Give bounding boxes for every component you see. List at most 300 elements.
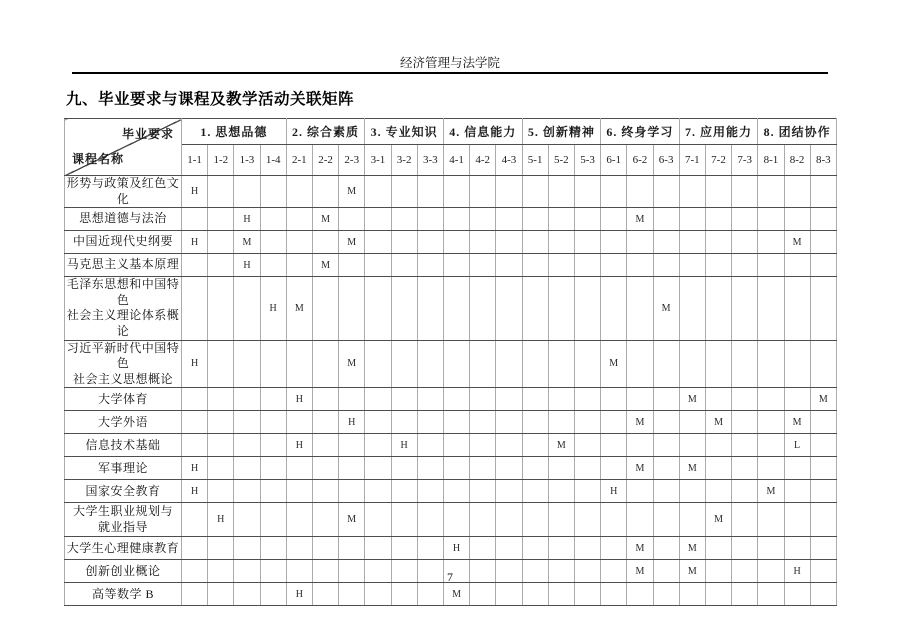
matrix-mark-cell: H [208, 503, 234, 537]
matrix-cell [286, 411, 312, 434]
matrix-cell [234, 388, 260, 411]
matrix-cell [470, 503, 496, 537]
matrix-cell [417, 503, 443, 537]
matrix-cell [182, 503, 208, 537]
matrix-cell [548, 388, 574, 411]
matrix-cell [548, 411, 574, 434]
table-row [65, 231, 837, 254]
table-row [65, 434, 837, 457]
matrix-cell [705, 434, 731, 457]
subcol-header: 2-3 [339, 145, 365, 176]
matrix-mark-cell: M [548, 434, 574, 457]
matrix-cell [758, 277, 784, 340]
subcol-header: 7-3 [732, 145, 758, 176]
matrix-cell [548, 176, 574, 208]
header-rule [72, 72, 828, 74]
matrix-cell [208, 537, 234, 560]
matrix-cell [391, 457, 417, 480]
matrix-cell [496, 340, 522, 388]
table-row [65, 388, 837, 411]
matrix-cell [443, 231, 469, 254]
course-name-cell: 大学体育 [65, 388, 182, 411]
matrix-cell [339, 388, 365, 411]
matrix-cell [679, 231, 705, 254]
matrix-cell [810, 434, 836, 457]
matrix-mark-cell: M [627, 457, 653, 480]
matrix-mark-cell: M [443, 583, 469, 606]
matrix-cell [365, 388, 391, 411]
matrix-cell [182, 434, 208, 457]
matrix-cell [810, 480, 836, 503]
subcol-header: 6-3 [653, 145, 679, 176]
matrix-mark-cell: H [182, 480, 208, 503]
matrix-cell [234, 277, 260, 340]
matrix-cell [758, 434, 784, 457]
matrix-cell [443, 277, 469, 340]
matrix-cell [705, 537, 731, 560]
matrix-cell [679, 176, 705, 208]
matrix-cell [758, 537, 784, 560]
matrix-cell [548, 503, 574, 537]
matrix-cell [365, 503, 391, 537]
table-row [65, 340, 837, 388]
subcol-header: 6-2 [627, 145, 653, 176]
matrix-cell [758, 583, 784, 606]
matrix-cell [417, 434, 443, 457]
matrix-cell [601, 208, 627, 231]
matrix-cell [784, 208, 810, 231]
matrix-cell [312, 388, 338, 411]
matrix-cell [627, 388, 653, 411]
matrix-mark-cell: H [443, 537, 469, 560]
matrix-cell [522, 388, 548, 411]
matrix-cell [312, 503, 338, 537]
matrix-cell [260, 537, 286, 560]
matrix-cell [705, 277, 731, 340]
matrix-cell [627, 277, 653, 340]
matrix-cell [470, 411, 496, 434]
subcol-header: 1-3 [234, 145, 260, 176]
matrix-cell [496, 231, 522, 254]
matrix-cell [417, 411, 443, 434]
matrix-cell [653, 231, 679, 254]
matrix-cell [443, 176, 469, 208]
subcol-header: 4-3 [496, 145, 522, 176]
matrix-cell [679, 503, 705, 537]
matrix-cell [496, 411, 522, 434]
matrix-cell [627, 583, 653, 606]
matrix-cell [653, 480, 679, 503]
matrix-cell [732, 231, 758, 254]
matrix-cell [522, 340, 548, 388]
matrix-cell [470, 457, 496, 480]
subcol-header: 3-2 [391, 145, 417, 176]
matrix-cell [260, 254, 286, 277]
matrix-mark-cell: M [705, 503, 731, 537]
matrix-mark-cell: M [339, 503, 365, 537]
matrix-cell [758, 457, 784, 480]
matrix-mark-cell: H [234, 254, 260, 277]
matrix-cell [365, 537, 391, 560]
matrix-cell [339, 208, 365, 231]
matrix-cell [470, 388, 496, 411]
subcol-header: 3-3 [417, 145, 443, 176]
matrix-cell [417, 277, 443, 340]
matrix-cell [679, 411, 705, 434]
matrix-cell [548, 277, 574, 340]
matrix-cell [391, 480, 417, 503]
matrix-cell [653, 434, 679, 457]
matrix-cell [601, 434, 627, 457]
matrix-cell [522, 434, 548, 457]
matrix-cell [312, 457, 338, 480]
matrix-mark-cell: M [312, 208, 338, 231]
matrix-cell [784, 388, 810, 411]
matrix-cell [705, 231, 731, 254]
matrix-cell [810, 254, 836, 277]
matrix-cell [391, 503, 417, 537]
matrix-cell [601, 176, 627, 208]
matrix-cell [365, 340, 391, 388]
matrix-cell [784, 457, 810, 480]
matrix-cell [312, 583, 338, 606]
matrix-cell [653, 340, 679, 388]
group-header: 8. 团结协作 [758, 119, 837, 145]
course-name-cell: 思想道德与法治 [65, 208, 182, 231]
matrix-cell [732, 208, 758, 231]
matrix-cell [339, 457, 365, 480]
matrix-cell [679, 254, 705, 277]
matrix-cell [234, 411, 260, 434]
matrix-cell [810, 208, 836, 231]
matrix-cell [443, 254, 469, 277]
matrix-cell [312, 537, 338, 560]
matrix-cell [574, 503, 600, 537]
matrix-cell [496, 434, 522, 457]
matrix-cell [705, 254, 731, 277]
matrix-cell [234, 434, 260, 457]
matrix-cell [627, 176, 653, 208]
matrix-cell [470, 254, 496, 277]
matrix-cell [260, 434, 286, 457]
subcol-header: 1-4 [260, 145, 286, 176]
matrix-mark-cell: H [260, 277, 286, 340]
matrix-mark-cell: H [182, 340, 208, 388]
matrix-cell [234, 503, 260, 537]
matrix-cell [574, 340, 600, 388]
matrix-cell [260, 411, 286, 434]
matrix-cell [286, 254, 312, 277]
table-row [65, 254, 837, 277]
matrix-cell [496, 537, 522, 560]
matrix-cell [784, 277, 810, 340]
group-header: 7. 应用能力 [679, 119, 758, 145]
matrix-cell [548, 340, 574, 388]
matrix-mark-cell: M [627, 411, 653, 434]
matrix-cell [784, 537, 810, 560]
matrix-cell [443, 457, 469, 480]
subcol-header: 5-1 [522, 145, 548, 176]
matrix-cell [260, 340, 286, 388]
subcol-header: 5-3 [574, 145, 600, 176]
matrix-cell [732, 340, 758, 388]
matrix-cell [732, 480, 758, 503]
matrix-cell [732, 388, 758, 411]
matrix-cell [574, 231, 600, 254]
matrix-mark-cell: H [286, 434, 312, 457]
matrix-cell [732, 411, 758, 434]
matrix-cell [286, 340, 312, 388]
matrix-mark-cell: M [679, 457, 705, 480]
matrix-mark-cell: M [679, 560, 705, 583]
course-name-cell: 中国近现代史纲要 [65, 231, 182, 254]
matrix-cell [443, 503, 469, 537]
matrix-cell [208, 231, 234, 254]
matrix-mark-cell: H [784, 560, 810, 583]
matrix-cell [810, 537, 836, 560]
matrix-mark-cell: M [784, 411, 810, 434]
matrix-cell [365, 480, 391, 503]
matrix-cell [496, 208, 522, 231]
subcol-header: 8-1 [758, 145, 784, 176]
matrix-cell [234, 583, 260, 606]
matrix-cell [496, 277, 522, 340]
matrix-cell [182, 411, 208, 434]
matrix-cell [522, 411, 548, 434]
matrix-cell [391, 340, 417, 388]
matrix-mark-cell: H [234, 208, 260, 231]
matrix-cell [286, 537, 312, 560]
matrix-cell [208, 457, 234, 480]
matrix-cell [443, 434, 469, 457]
matrix-cell [574, 537, 600, 560]
matrix-cell [732, 254, 758, 277]
matrix-mark-cell: M [705, 411, 731, 434]
matrix-cell [470, 434, 496, 457]
matrix-cell [627, 231, 653, 254]
matrix-cell [365, 411, 391, 434]
matrix-cell [286, 457, 312, 480]
matrix-cell [574, 176, 600, 208]
matrix-cell [732, 277, 758, 340]
matrix-cell [417, 231, 443, 254]
course-name-cell: 高等数学 B [65, 583, 182, 606]
matrix-cell [784, 176, 810, 208]
matrix-cell [391, 208, 417, 231]
matrix-cell [208, 340, 234, 388]
corner-label-requirements: 毕业要求 [121, 127, 174, 141]
matrix-cell [601, 583, 627, 606]
matrix-cell [260, 176, 286, 208]
matrix-cell [705, 208, 731, 231]
matrix-cell [182, 277, 208, 340]
matrix-cell [653, 254, 679, 277]
corner-label-course: 课程名称 [72, 152, 125, 166]
matrix-cell [653, 537, 679, 560]
matrix-cell [286, 231, 312, 254]
matrix-cell [784, 340, 810, 388]
matrix-cell [391, 583, 417, 606]
matrix-cell [443, 340, 469, 388]
matrix-cell [732, 176, 758, 208]
matrix-cell [234, 457, 260, 480]
matrix-cell [312, 277, 338, 340]
matrix-cell [443, 208, 469, 231]
group-header: 6. 终身学习 [601, 119, 680, 145]
matrix-cell [496, 388, 522, 411]
table-row [65, 277, 837, 340]
matrix-cell [260, 208, 286, 231]
course-name-cell: 形势与政策及红色文化 [65, 176, 182, 208]
matrix-cell [758, 340, 784, 388]
matrix-mark-cell: M [339, 231, 365, 254]
group-header: 2. 综合素质 [286, 119, 365, 145]
matrix-cell [601, 277, 627, 340]
table-row [65, 537, 837, 560]
page-number: 7 [447, 570, 453, 584]
matrix-cell [679, 277, 705, 340]
matrix-cell [339, 583, 365, 606]
matrix-cell [365, 231, 391, 254]
matrix-cell [522, 231, 548, 254]
matrix-cell [417, 583, 443, 606]
course-name-cell: 创新创业概论 [65, 560, 182, 583]
matrix-cell [679, 340, 705, 388]
matrix-cell [574, 434, 600, 457]
matrix-cell [339, 254, 365, 277]
matrix-cell [522, 503, 548, 537]
matrix-mark-cell: H [286, 388, 312, 411]
matrix-cell [653, 208, 679, 231]
matrix-cell [182, 254, 208, 277]
matrix-cell [417, 480, 443, 503]
matrix-cell [417, 254, 443, 277]
course-name-cell: 大学生职业规划与 就业指导 [65, 503, 182, 537]
matrix-cell [574, 480, 600, 503]
matrix-cell [522, 254, 548, 277]
matrix-cell [182, 388, 208, 411]
matrix-cell [574, 457, 600, 480]
matrix-cell [548, 208, 574, 231]
matrix-mark-cell: M [234, 231, 260, 254]
matrix-cell [705, 583, 731, 606]
matrix-mark-cell: M [679, 537, 705, 560]
matrix-mark-cell: M [286, 277, 312, 340]
subcol-header: 3-1 [365, 145, 391, 176]
matrix-cell [391, 254, 417, 277]
matrix-cell [522, 208, 548, 231]
matrix-cell [810, 457, 836, 480]
matrix-cell [260, 388, 286, 411]
matrix-cell [208, 388, 234, 411]
matrix-cell [758, 388, 784, 411]
matrix-mark-cell: M [339, 176, 365, 208]
matrix-cell [365, 277, 391, 340]
matrix-mark-cell: M [339, 340, 365, 388]
matrix-cell [574, 411, 600, 434]
matrix-cell [260, 480, 286, 503]
matrix-cell [417, 208, 443, 231]
matrix-cell [208, 277, 234, 340]
subcol-header: 7-2 [705, 145, 731, 176]
matrix-mark-cell: M [784, 231, 810, 254]
matrix-cell [470, 583, 496, 606]
matrix-cell [522, 176, 548, 208]
subcol-header: 2-2 [312, 145, 338, 176]
course-name-cell: 马克思主义基本原理 [65, 254, 182, 277]
matrix-cell [470, 208, 496, 231]
matrix-cell [312, 434, 338, 457]
matrix-mark-cell: H [339, 411, 365, 434]
matrix-cell [234, 480, 260, 503]
matrix-cell [679, 208, 705, 231]
matrix-cell [339, 537, 365, 560]
matrix-cell [810, 411, 836, 434]
matrix-cell [522, 457, 548, 480]
matrix-cell [470, 340, 496, 388]
subcol-header: 4-1 [443, 145, 469, 176]
matrix-cell [470, 231, 496, 254]
matrix-mark-cell: M [758, 480, 784, 503]
matrix-cell [365, 583, 391, 606]
matrix-mark-cell: L [784, 434, 810, 457]
matrix-cell [365, 254, 391, 277]
matrix-cell [810, 503, 836, 537]
course-name-cell: 大学生心理健康教育 [65, 537, 182, 560]
matrix-cell [705, 176, 731, 208]
matrix-cell [208, 208, 234, 231]
group-header: 1. 思想品德 [182, 119, 287, 145]
matrix-cell [732, 537, 758, 560]
matrix-cell [653, 583, 679, 606]
matrix-cell [208, 480, 234, 503]
group-header: 3. 专业知识 [365, 119, 444, 145]
matrix-cell [705, 340, 731, 388]
subcol-header: 6-1 [601, 145, 627, 176]
matrix-table [64, 118, 837, 606]
matrix-cell [417, 537, 443, 560]
matrix-cell [182, 537, 208, 560]
matrix-cell [679, 480, 705, 503]
matrix-cell [208, 583, 234, 606]
matrix-cell [601, 537, 627, 560]
running-header: 经济管理与法学院 [399, 56, 500, 70]
course-name-cell: 毛泽东思想和中国特色 社会主义理论体系概论 [65, 277, 182, 340]
matrix-cell [234, 340, 260, 388]
matrix-cell [522, 277, 548, 340]
matrix-cell [601, 231, 627, 254]
matrix-cell [548, 457, 574, 480]
matrix-cell [234, 176, 260, 208]
subcol-header: 1-2 [208, 145, 234, 176]
matrix-cell [286, 208, 312, 231]
matrix-cell [810, 231, 836, 254]
matrix-cell [758, 254, 784, 277]
matrix-cell [208, 254, 234, 277]
table-row [65, 176, 837, 208]
matrix-cell [810, 277, 836, 340]
matrix-cell [653, 457, 679, 480]
matrix-cell [574, 254, 600, 277]
matrix-cell [286, 176, 312, 208]
matrix-cell [810, 583, 836, 606]
matrix-cell [574, 277, 600, 340]
matrix-cell [601, 254, 627, 277]
subcol-header: 8-2 [784, 145, 810, 176]
matrix-table-container [64, 118, 837, 606]
matrix-mark-cell: H [391, 434, 417, 457]
matrix-cell [574, 583, 600, 606]
